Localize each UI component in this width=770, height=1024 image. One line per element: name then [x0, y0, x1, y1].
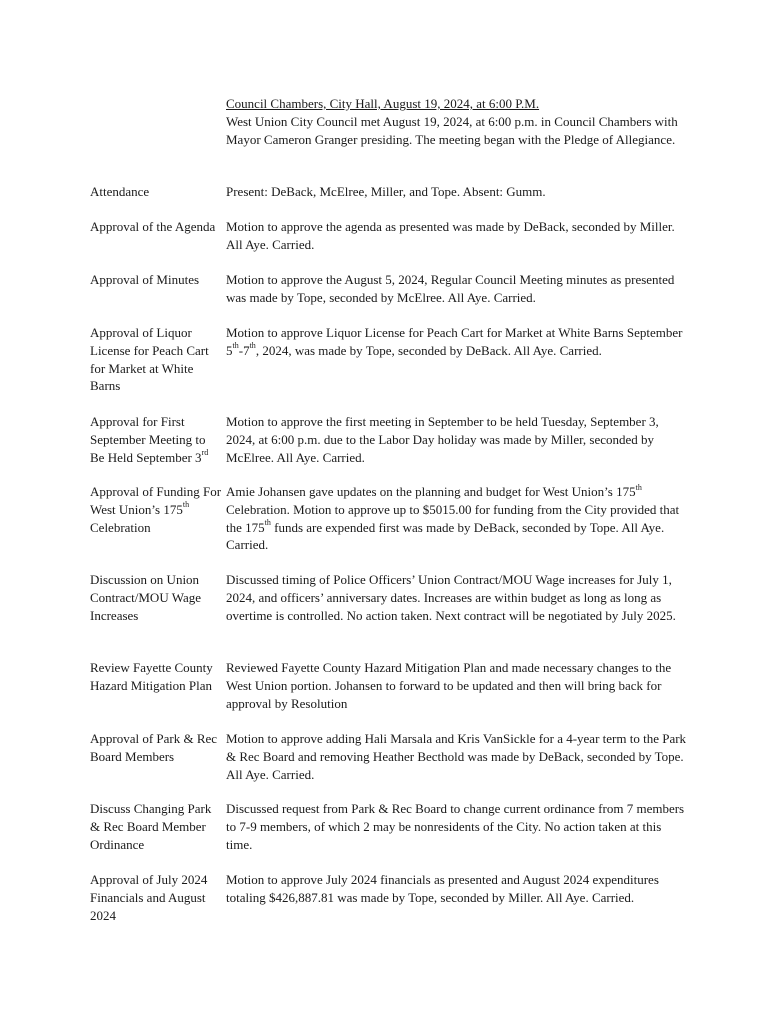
item-label: Review Fayette County Hazard Mitigation Plan [90, 660, 213, 693]
meeting-intro-text: West Union City Council met August 19, 2024, at 6:00 p.m. in Council Chambers with Mayor Cameron Granger presiding. The meeting began with the Pledge of Allegiance. [226, 113, 678, 147]
body-text: , 2024, was made by Tope, seconded by DeBack. All Aye. Carried. [255, 342, 602, 358]
superscript: rd [201, 448, 209, 458]
item-body: Motion to approve the first meeting in September to be held Tuesday, September 3, 2024, at 6:00 p.m. due to the Labor Day holiday was made by Miller, seconded by McElree. All Aye. Carried. [226, 414, 659, 465]
superscript: th [182, 500, 190, 510]
item-body: Motion to approve July 2024 financials as presented and August 2024 expenditures totaling $426,887.81 was made by Tope, seconded by Miller. All Aye. Carried. [226, 872, 659, 905]
body-text: Motion to approve Liquor License for Peach Cart for Market at White Barns September 5 [226, 325, 683, 358]
item-label: Approval of July 2024 Financials and August 2024 [90, 872, 208, 923]
meeting-intro [226, 95, 696, 148]
meeting-heading: Council Chambers, City Hall, August 19, 2024, at 6:00 P.M. [226, 96, 540, 111]
item-label [90, 483, 222, 536]
item-label: Approval of the Agenda [90, 219, 216, 234]
body-text: Celebration. Motion to approve up to $5015.00 for funding from the City provided that the 175 [226, 501, 680, 535]
body-text: Amie Johansen gave updates on the planning and budget for West Union’s 175 [226, 484, 636, 499]
item-label: Approval of Minutes [90, 272, 200, 287]
item-body: Reviewed Fayette County Hazard Mitigation Plan and made necessary changes to the West Union portion. Johansen to forward to be updated and then will bring back for approval by Resolution [226, 660, 672, 711]
item-label: Discuss Changing Park & Rec Board Member Ordinance [90, 801, 212, 852]
label-text: Approval of Funding For West Union’s 175 [90, 484, 222, 517]
body-text: funds are expended first was made by DeBack, seconded by Tope. All Aye. Carried. [226, 519, 665, 553]
item-label: Approval of Liquor License for Peach Cart for Market at White Barns [90, 325, 209, 394]
item-body [226, 324, 688, 360]
item-label: Attendance [90, 184, 150, 199]
item-body: Discussed timing of Police Officers’ Union Contract/MOU Wage increases for July 1, 2024, and officers’ anniversary dates. Increases are within budget as long as long as overtime is controlled. No action taken. Next contract will be negotiated by July 2025. [226, 572, 676, 623]
body-text: -7 [238, 342, 250, 358]
item-body: Present: DeBack, McElree, Miller, and Tope. Absent: Gumm. [226, 184, 546, 199]
item-label: Discussion on Union Contract/MOU Wage Increases [90, 572, 201, 623]
item-body [226, 483, 688, 554]
item-body: Motion to approve the August 5, 2024, Regular Council Meeting minutes as presented was made by Tope, seconded by McElree. All Aye. Carried. [226, 272, 675, 305]
item-body: Discussed request from Park & Rec Board to change current ordinance from 7 members to 7-9 members, of which 2 may be nonresidents of the City. No action taken at this time. [226, 801, 685, 852]
superscript: th [635, 482, 642, 492]
superscript: th [249, 341, 256, 351]
superscript: th [232, 341, 239, 351]
item-body: Motion to approve the agenda as presented was made by DeBack, seconded by Miller. All Aye. Carried. [226, 219, 675, 252]
label-text: Celebration [90, 519, 151, 535]
superscript: th [264, 518, 271, 528]
item-label: Approval of Park & Rec Board Members [90, 731, 218, 764]
item-label [90, 413, 222, 466]
item-body: Motion to approve adding Hali Marsala and Kris VanSickle for a 4-year term to the Park & Rec Board and removing Heather Becthold was made by DeBack, seconded by Tope. All Aye. Carried. [226, 731, 687, 782]
label-text: Approval for First September Meeting to Be Held September 3 [90, 414, 206, 465]
